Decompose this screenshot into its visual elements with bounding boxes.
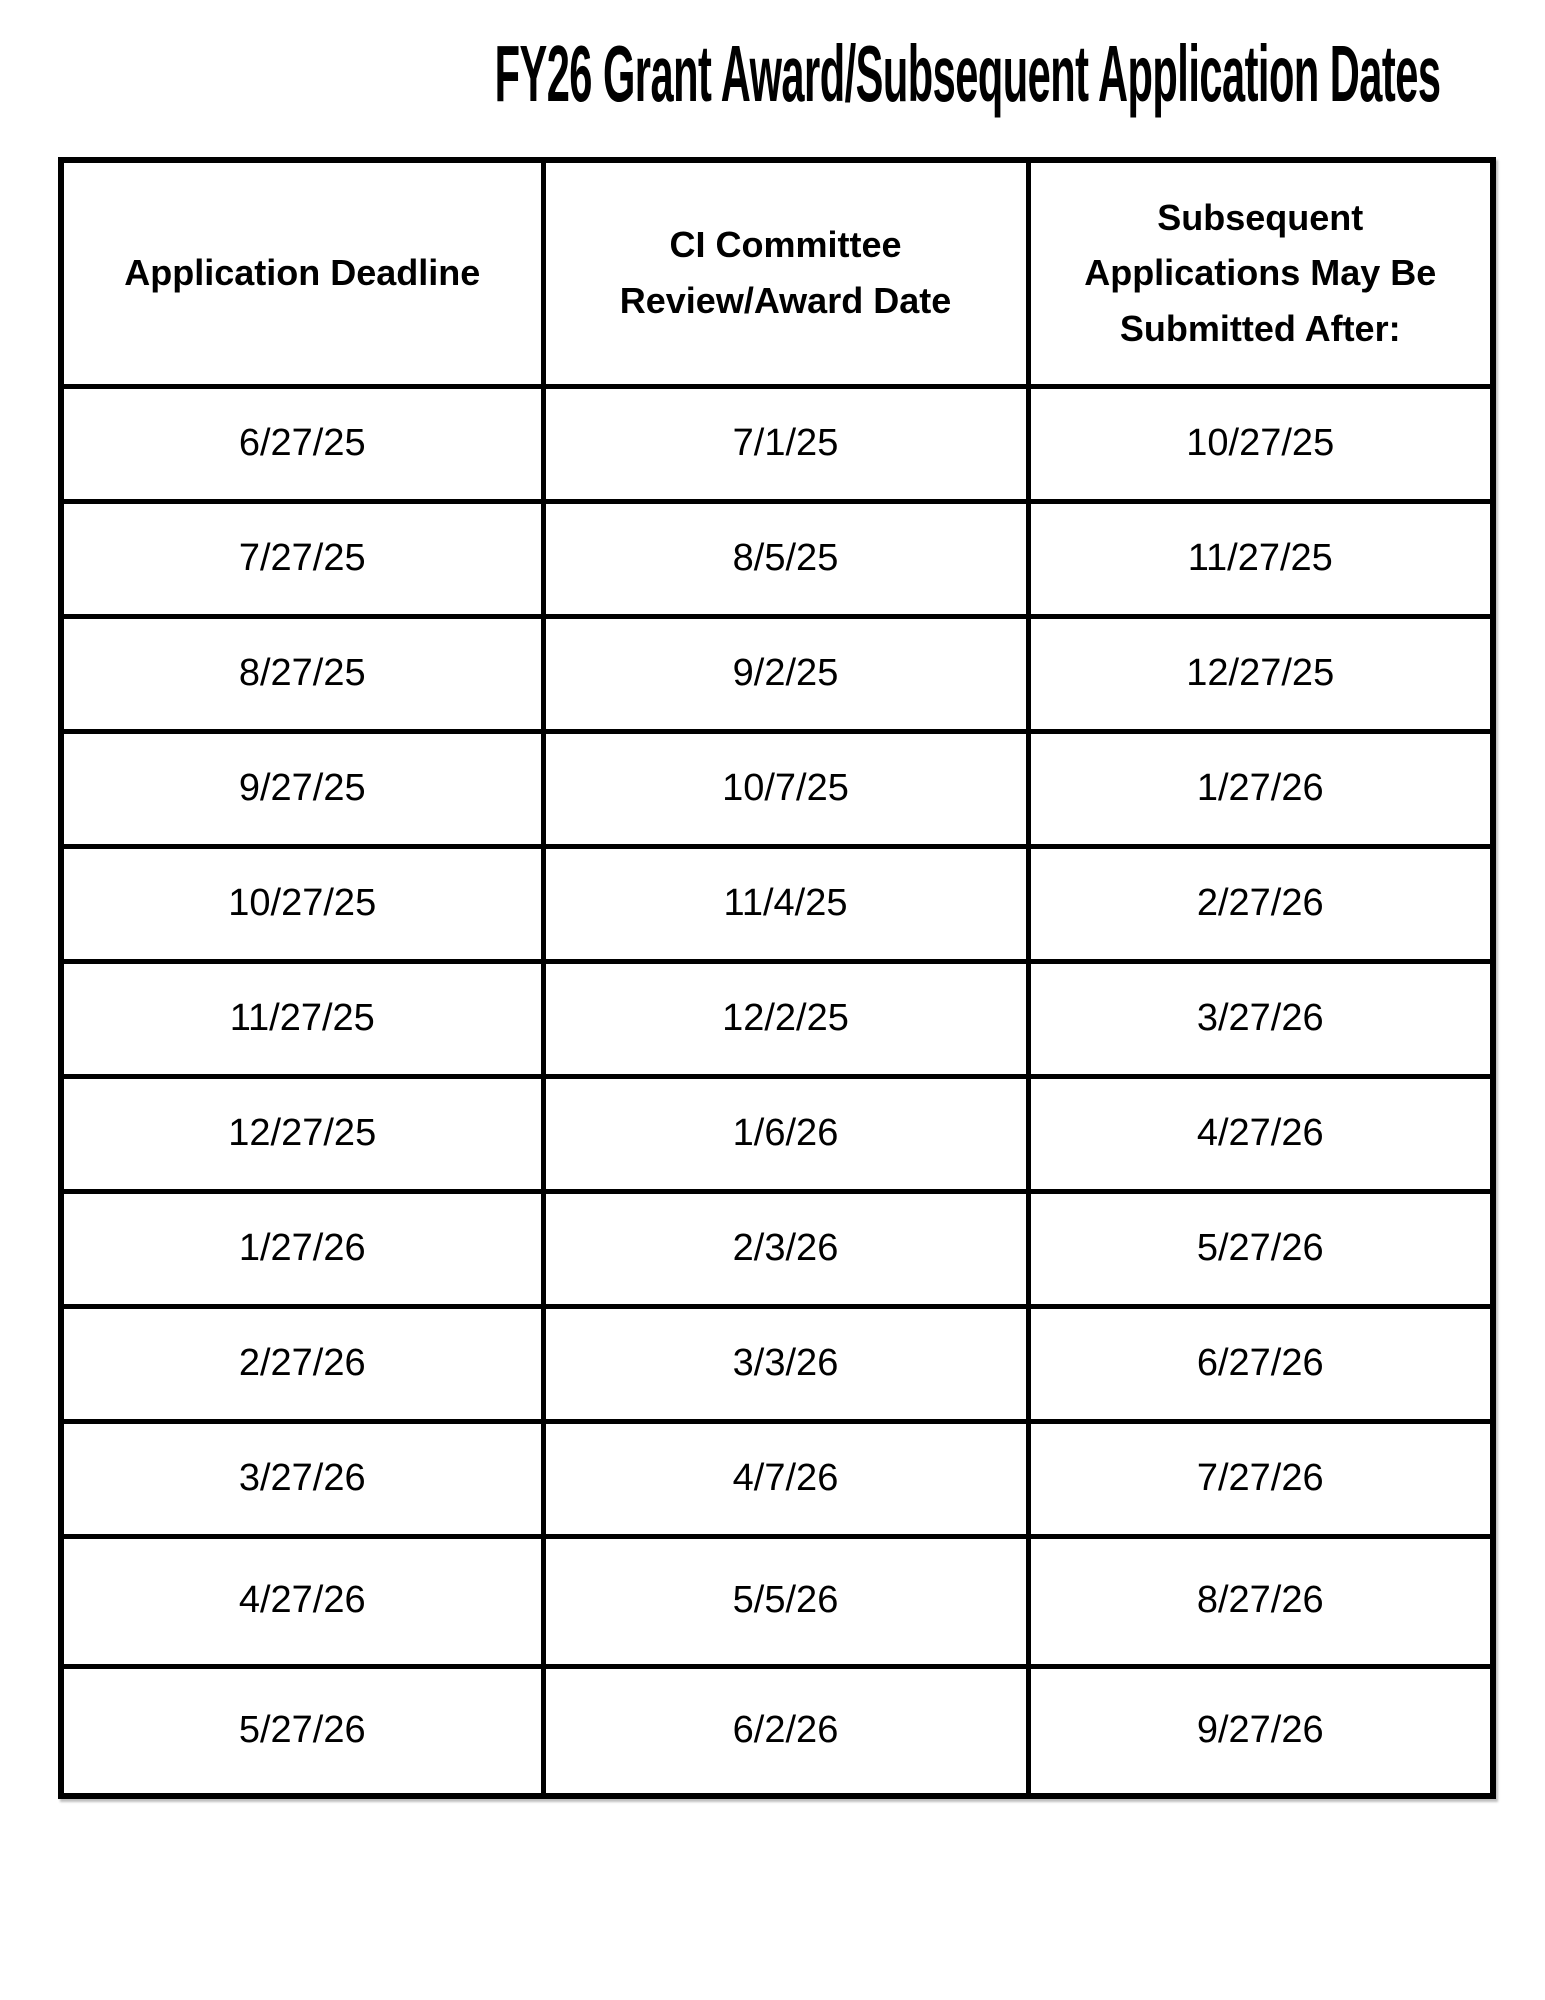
subsequent-after-cell: 8/27/26: [1028, 1536, 1493, 1666]
review-award-date-cell: 4/7/26: [543, 1421, 1028, 1536]
application-deadline-cell: 5/27/26: [61, 1666, 543, 1796]
application-deadline-cell: 11/27/25: [61, 961, 543, 1076]
application-deadline-cell: 1/27/26: [61, 1191, 543, 1306]
table-body: [61, 386, 1493, 1796]
subsequent-after-cell: 6/27/26: [1028, 1306, 1493, 1421]
table-row: [61, 1191, 1493, 1306]
page-title-container: [58, 26, 1490, 122]
review-award-date-cell: 5/5/26: [543, 1536, 1028, 1666]
subsequent-after-cell: 7/27/26: [1028, 1421, 1493, 1536]
table-row: [61, 501, 1493, 616]
table-row: [61, 1666, 1493, 1796]
subsequent-after-cell: 4/27/26: [1028, 1076, 1493, 1191]
table-row: [61, 386, 1493, 501]
table-row: [61, 1076, 1493, 1191]
page-title: FY26 Grant Award/Subsequent Application Dates: [494, 29, 1441, 118]
review-award-date-cell: 2/3/26: [543, 1191, 1028, 1306]
column-header-application-deadline: Application Deadline: [61, 160, 543, 386]
subsequent-after-cell: 9/27/26: [1028, 1666, 1493, 1796]
subsequent-after-cell: 12/27/25: [1028, 616, 1493, 731]
review-award-date-cell: 11/4/25: [543, 846, 1028, 961]
subsequent-after-cell: 1/27/26: [1028, 731, 1493, 846]
subsequent-after-cell: 2/27/26: [1028, 846, 1493, 961]
table-row: [61, 1421, 1493, 1536]
review-award-date-cell: 6/2/26: [543, 1666, 1028, 1796]
review-award-date-cell: 7/1/25: [543, 386, 1028, 501]
review-award-date-cell: 10/7/25: [543, 731, 1028, 846]
application-deadline-cell: 7/27/25: [61, 501, 543, 616]
table-header-row: [61, 160, 1493, 386]
table-row: [61, 616, 1493, 731]
review-award-date-cell: 8/5/25: [543, 501, 1028, 616]
application-deadline-cell: 10/27/25: [61, 846, 543, 961]
table-row: [61, 1536, 1493, 1666]
review-award-date-cell: 1/6/26: [543, 1076, 1028, 1191]
application-deadline-cell: 8/27/25: [61, 616, 543, 731]
review-award-date-cell: 9/2/25: [543, 616, 1028, 731]
application-deadline-cell: 2/27/26: [61, 1306, 543, 1421]
column-header-subsequent-applications-after: Subsequent Applications May Be Submitted After:: [1028, 160, 1493, 386]
column-header-ci-committee-review-award-date: CI Committee Review/Award Date: [543, 160, 1028, 386]
application-deadline-cell: 9/27/25: [61, 731, 543, 846]
table-row: [61, 846, 1493, 961]
application-deadline-cell: 4/27/26: [61, 1536, 543, 1666]
table-row: [61, 731, 1493, 846]
application-deadline-cell: 6/27/25: [61, 386, 543, 501]
table-row: [61, 961, 1493, 1076]
subsequent-after-cell: 10/27/25: [1028, 386, 1493, 501]
grant-dates-table: [58, 157, 1496, 1799]
subsequent-after-cell: 3/27/26: [1028, 961, 1493, 1076]
review-award-date-cell: 3/3/26: [543, 1306, 1028, 1421]
application-deadline-cell: 3/27/26: [61, 1421, 543, 1536]
application-deadline-cell: 12/27/25: [61, 1076, 543, 1191]
subsequent-after-cell: 5/27/26: [1028, 1191, 1493, 1306]
subsequent-after-cell: 11/27/25: [1028, 501, 1493, 616]
review-award-date-cell: 12/2/25: [543, 961, 1028, 1076]
table-row: [61, 1306, 1493, 1421]
